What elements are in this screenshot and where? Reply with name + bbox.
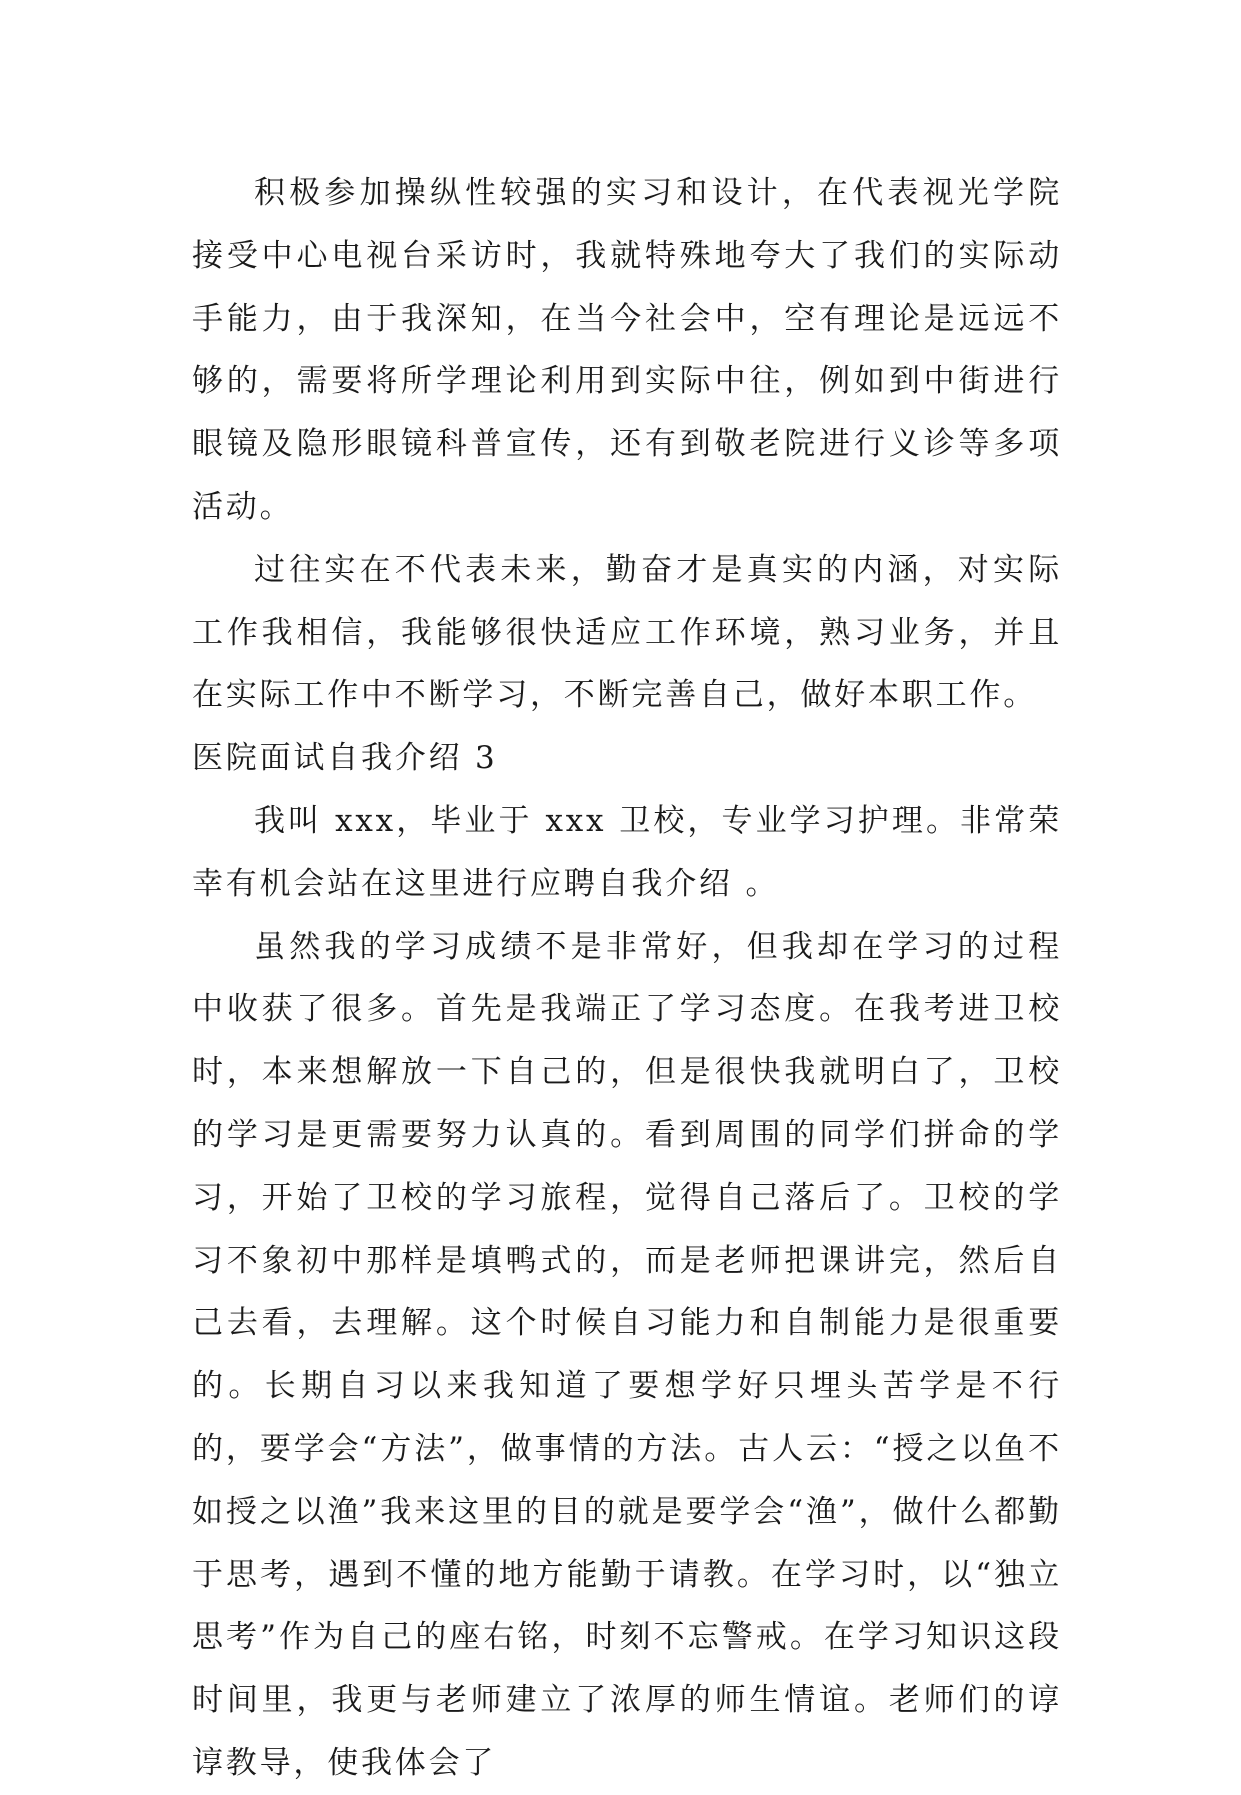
document-body bbox=[192, 162, 1062, 1795]
paragraph-study-experience: 虽然我的学习成绩不是非常好，但我却在学习的过程中收获了很多。首先是我端正了学习态度。在我考进卫校时，本来想解放一下自己的，但是很快我就明白了，卫校的学习是更需要努力认真的。看到周围的同学们拼命的学习，开始了卫校的学习旅程，觉得自己落后了。卫校的学习不象初中那样是填鸭式的，而是老师把课讲完，然后自己去看，去理解。这个时候自习能力和自制能力是很重要的。长期自习以来我知道了要想学好只埋头苦学是不行的，要学会“方法”，做事情的方法。古人云：“授之以鱼不如授之以渔”我来这里的目的就是要学会“渔”，做什么都勤于思考，遇到不懂的地方能勤于请教。在学习时，以“独立思考”作为自己的座右铭，时刻不忘警戒。在学习知识这段时间里，我更与老师建立了浓厚的师生情谊。老师们的谆谆教导，使我体会了 bbox=[192, 928, 1062, 1781]
paragraph-work-attitude: 过往实在不代表未来，勤奋才是真实的内涵，对实际工作我相信，我能够很快适应工作环境，熟习业务，并且在实际工作中不断学习，不断完善自己，做好本职工作。 bbox=[192, 551, 1062, 714]
paragraph-practice-activities: 积极参加操纵性较强的实习和设计，在代表视光学院接受中心电视台采访时，我就特殊地夸大了我们的实际动手能力，由于我深知，在当今社会中，空有理论是远远不够的，需要将所学理论利用到实际中往，例如到中街进行眼镜及隐形眼镜科普宣传，还有到敬老院进行义诊等多项活动。 bbox=[192, 175, 1062, 525]
paragraph-self-intro: 我叫 xxx，毕业于 xxx 卫校，专业学习护理。非常荣幸有机会站在这里进行应聘自我介绍 。 bbox=[192, 802, 1062, 902]
section-heading: 医院面试自我介绍 3 bbox=[192, 740, 498, 777]
